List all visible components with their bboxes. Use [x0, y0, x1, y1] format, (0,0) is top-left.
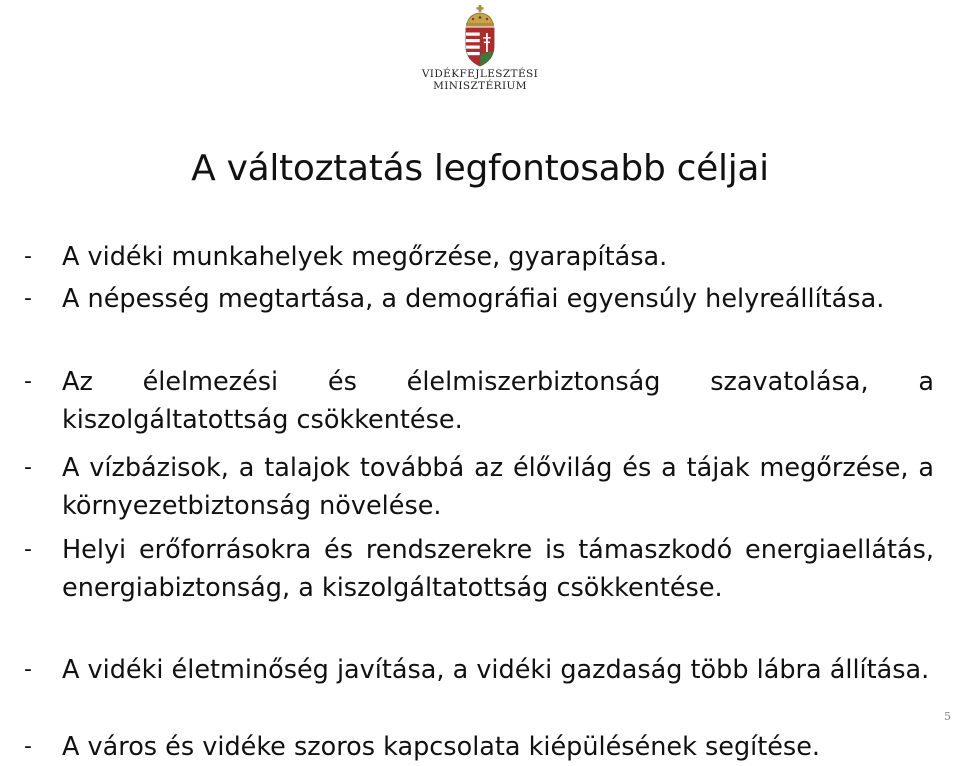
- list-item-text: A vízbázisok, a talajok továbbá az élővilág és a tájak megőrzése, a környezetbiztonság növelése.: [62, 453, 934, 521]
- list-item-text: A népesség megtartása, a demográfiai egyensúly helyreállítása.: [62, 284, 885, 314]
- bullet-dash: -: [24, 657, 32, 682]
- bullet-dash: -: [24, 244, 32, 269]
- bullet-dash: -: [24, 369, 32, 394]
- list-item-text: A város és vidéke szoros kapcsolata kiépülésének segítése.: [62, 732, 821, 762]
- list-item-text: A vidéki életminőség javítása, a vidéki gazdaság több lábra állítása.: [62, 655, 930, 685]
- list-item-text: Az élelmezési és élelmiszerbiztonság szavatolása, a kiszolgáltatottság csökkentése.: [62, 367, 934, 435]
- bullet-dash: -: [24, 537, 32, 562]
- list-item-text: Helyi erőforrásokra és rendszerekre is támaszkodó energiaellátás, energiabiztonság, a kiszolgáltatottság csökkentése.: [62, 535, 934, 603]
- logo-text-line-1: VIDÉKFEJLESZTÉSI: [421, 68, 539, 80]
- hungarian-coat-of-arms-icon: [460, 4, 500, 68]
- logo-text-line-2: MINISZTÉRIUM: [433, 80, 527, 92]
- list-item-text: A vidéki munkahelyek megőrzése, gyarapítása.: [62, 242, 668, 272]
- ministry-logo: [420, 4, 540, 92]
- bullet-dash: -: [24, 734, 32, 759]
- bullet-dash: -: [24, 286, 32, 311]
- page-number: 5: [944, 710, 951, 723]
- bullet-dash: -: [24, 455, 32, 480]
- slide-title: A változtatás legfontosabb céljai: [191, 148, 769, 189]
